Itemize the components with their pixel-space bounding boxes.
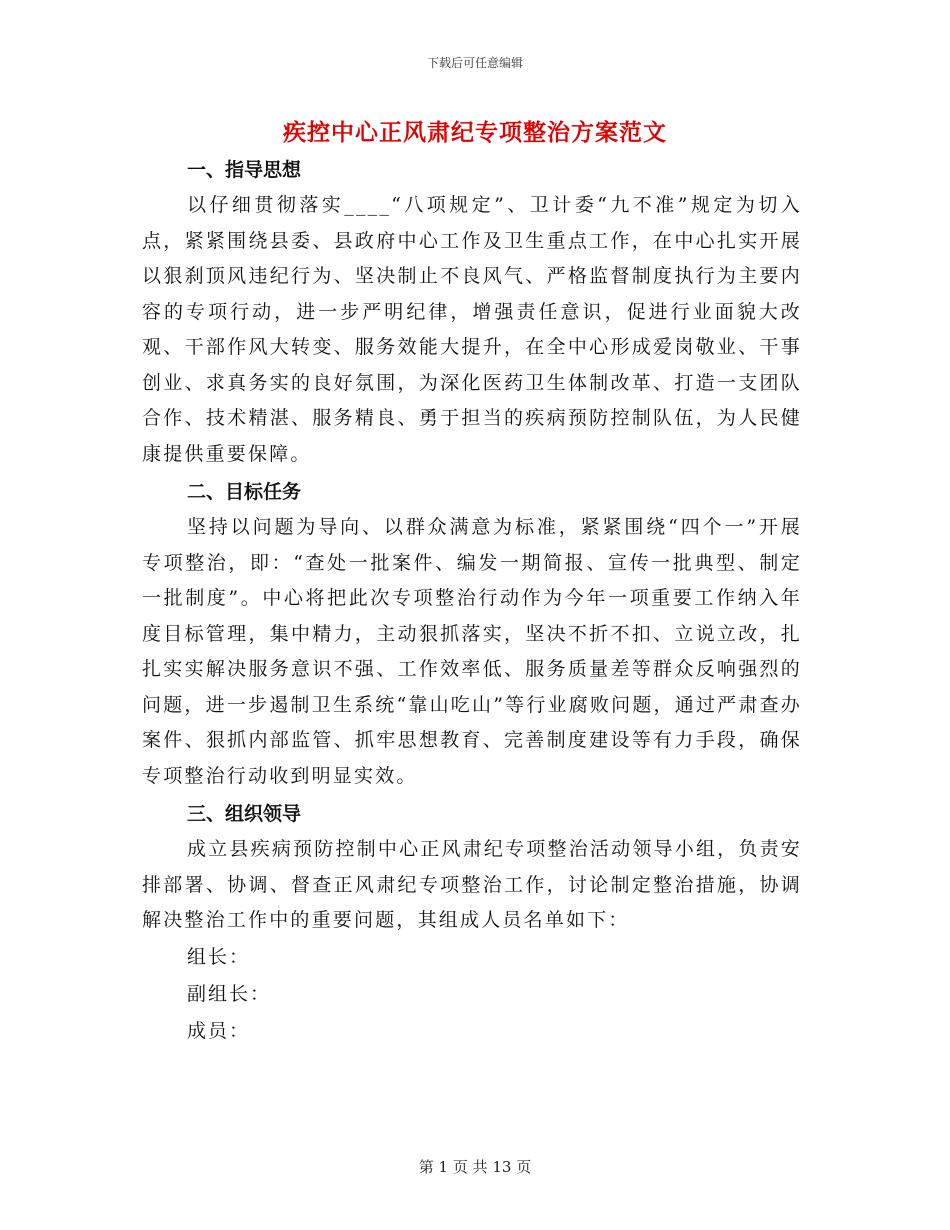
paragraph-objectives: 坚持以问题为导向、以群众满意为标准，紧紧围绕“四个一”开展专项整治，即：“查处一批案件、编发一期简报、宣传一批典型、制定一批制度”。中心将把此次专项整治行动作为今年一项重要工作纳入年度目标管理，集中精力，主动狠抓落实，坚决不折不扣、立说立改，扎扎实实解决服务意识不强、工作效率低、服务质量差等群众反响强烈的问题，进一步遏制卫生系统“靠山吃山”等行业腐败问题，通过严肃查办案件、狠抓内部监管、抓牢思想教育、完善制度建设等有力手段，确保专项整治行动收到明显实效。 <box>142 516 802 787</box>
member-deputy-leader: 副组长： <box>187 982 272 1005</box>
section-heading-guiding-ideology: 一、指导思想 <box>187 159 302 181</box>
member-leader: 组长： <box>187 945 251 968</box>
page-number-footer: 第 1 页 共 13 页 <box>418 1158 532 1176</box>
member-members: 成员： <box>187 1019 251 1042</box>
header-note: 下载后可任意编辑 <box>426 56 523 70</box>
section-heading-organization: 三、组织领导 <box>187 803 302 825</box>
section-heading-objectives: 二、目标任务 <box>187 481 302 503</box>
paragraph-organization: 成立县疾病预防控制中心正风肃纪专项整治活动领导小组，负责安排部署、协调、督查正风肃纪专项整治工作，讨论制定整治措施，协调解决整治工作中的重要问题，其组成人员名单如下： <box>142 838 802 931</box>
paragraph-guiding-ideology: 以仔细贯彻落实____“八项规定”、卫计委“九不准”规定为切入点，紧紧围绕县委、县政府中心工作及卫生重点工作，在中心扎实开展以狠刹顶风违纪行为、坚决制止不良风气、严格监督制度执行为主要内容的专项行动，进一步严明纪律，增强责任意识，促进行业面貌大改观、干部作风大转变、服务效能大提升，在全中心形成爱岗敬业、干事创业、求真务实的良好氛围，为深化医药卫生体制改革、打造一支团队合作、技术精湛、服务精良、勇于担当的疾病预防控制队伍，为人民健康提供重要保障。 <box>142 194 802 465</box>
document-body <box>142 150 802 1050</box>
document-title: 疾控中心正风肃纪专项整治方案范文 <box>283 120 667 146</box>
